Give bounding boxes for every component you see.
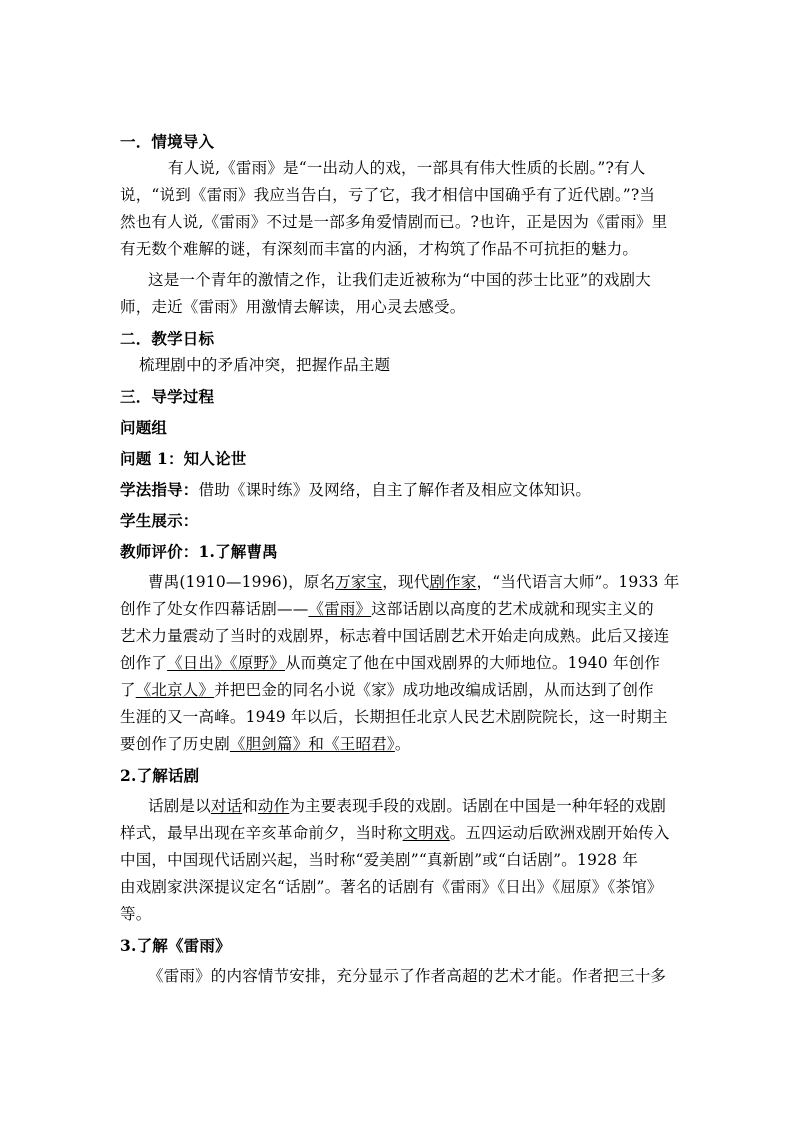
link-leiyu[interactable]: 《雷雨》: [308, 600, 372, 618]
caoyu-line: 艺术力量震动了当时的戏剧界，标志着中国话剧艺术开始走向成熟。此后又接连: [120, 627, 670, 645]
text-span: 为主要表现手段的戏剧。话剧在中国是一种年轻的戏剧: [289, 797, 667, 815]
link-wenmingxi[interactable]: 文明戏: [402, 824, 450, 842]
text-span: 并把巴金的同名小说《家》成功地改编成话剧，从而达到了创作: [214, 681, 654, 699]
method-guide: [120, 476, 680, 503]
drama-line: [120, 820, 680, 847]
teacher-eval-title: 教师评价：1.了解曹禺: [120, 542, 278, 561]
section-2-title: 二．教学日标: [120, 329, 215, 348]
link-dialogue[interactable]: 对话: [210, 797, 243, 815]
caoyu-line: [120, 731, 680, 758]
drama-line: 由戏剧家洪深提议定名“话剧”。著名的话剧有《雷雨》《日出》《屈原》《茶馆》: [120, 878, 663, 896]
link-playwright[interactable]: 剧作家: [429, 573, 477, 591]
section-1-title: 一．情境导入: [120, 132, 215, 151]
text-span: 。: [394, 735, 411, 753]
text-span: 。五四运动后欧洲戏剧开始传入: [449, 824, 670, 842]
link-wanjiabao[interactable]: 万家宝: [335, 573, 383, 591]
intro-paragraph-2-line: 师，走近《雷雨》用激情去解读，用心灵去感受。: [120, 298, 466, 316]
caoyu-line: [120, 650, 680, 677]
caoyu-line: [120, 596, 680, 623]
drama-line: [120, 793, 680, 820]
caoyu-line: [120, 677, 680, 704]
text-span: 创作了处女作四幕话剧——: [120, 600, 309, 618]
intro-paragraph-2-line: 这是一个青年的激情之作，让我们走近被称为“中国的莎士比亚”的戏剧大: [148, 271, 651, 289]
leiyu-title: 3.了解《雷雨》: [120, 936, 231, 955]
section-3-title: 三．导学过程: [120, 387, 215, 406]
link-richu-yuanye[interactable]: 《日出》《原野》: [167, 654, 285, 672]
text-span: 样式，最早出现在辛亥革命前夕，当时称: [120, 824, 403, 842]
intro-paragraph-line: 然也有人说,《雷雨》不过是一部多角爱情剧而已。?也许，正是因为《雷雨》里: [120, 213, 668, 231]
drama-title: 2.了解话剧: [120, 766, 200, 785]
document-page: [120, 128, 680, 990]
link-danjian-wangzhaojun[interactable]: 《胆剑篇》和《王昭君》: [229, 735, 395, 753]
text-span: ，“当代语言大师”。1933 年: [476, 573, 680, 591]
caoyu-line: [120, 569, 680, 596]
text-span: 和: [242, 797, 258, 815]
drama-line: 中国，中国现代话剧兴起，当时称“爱美剧”“真新剧”或“白话剧”。1928 年: [120, 851, 639, 869]
teaching-goal: 梳理剧中的矛盾冲突，把握作品主题: [139, 356, 391, 374]
text-span: ，现代: [382, 573, 430, 591]
leiyu-line: 《雷雨》的内容情节安排，充分显示了作者高超的艺术才能。作者把三十多: [148, 967, 667, 985]
text-span: 从而奠定了他在中国戏剧界的大师地位。1940 年创作: [284, 654, 661, 672]
text-span: 要创作了历史剧: [120, 735, 230, 753]
text-span: 曹禺(1910—1996)，原名: [148, 573, 336, 591]
text-span: 这部话剧以高度的艺术成就和现实主义的: [371, 600, 654, 618]
intro-paragraph-line: 说，“说到《雷雨》我应当告白，亏了它，我才相信中国确乎有了近代剧。”?当: [120, 186, 656, 204]
drama-line: 等。: [120, 905, 152, 923]
text-span: 创作了: [120, 654, 168, 672]
text-span: 了: [120, 681, 136, 699]
caoyu-line: 生涯的又一高峰。1949 年以后，长期担任北京人民艺术剧院院长，这一时期主: [120, 708, 668, 726]
intro-paragraph-line: 有人说,《雷雨》是“一出动人的戏，一部具有伟大性质的长剧。”?有人: [168, 159, 646, 177]
method-label: 学法指导：: [120, 480, 199, 499]
link-beijingren[interactable]: 《北京人》: [135, 681, 215, 699]
question-group-title: 问题组: [120, 418, 168, 437]
intro-paragraph-line: 有无数个难解的谜，有深刻而丰富的内涵，才构筑了作品不可抗拒的魅力。: [120, 240, 639, 258]
question-1-title: 问题 1：知人论世: [120, 449, 247, 468]
method-text: 借助《课时练》及网络，自主了解作者及相应文体知识。: [198, 481, 592, 499]
text-span: 话剧是以: [148, 797, 211, 815]
student-show-label: 学生展示：: [120, 511, 199, 530]
link-action[interactable]: 动作: [257, 797, 290, 815]
